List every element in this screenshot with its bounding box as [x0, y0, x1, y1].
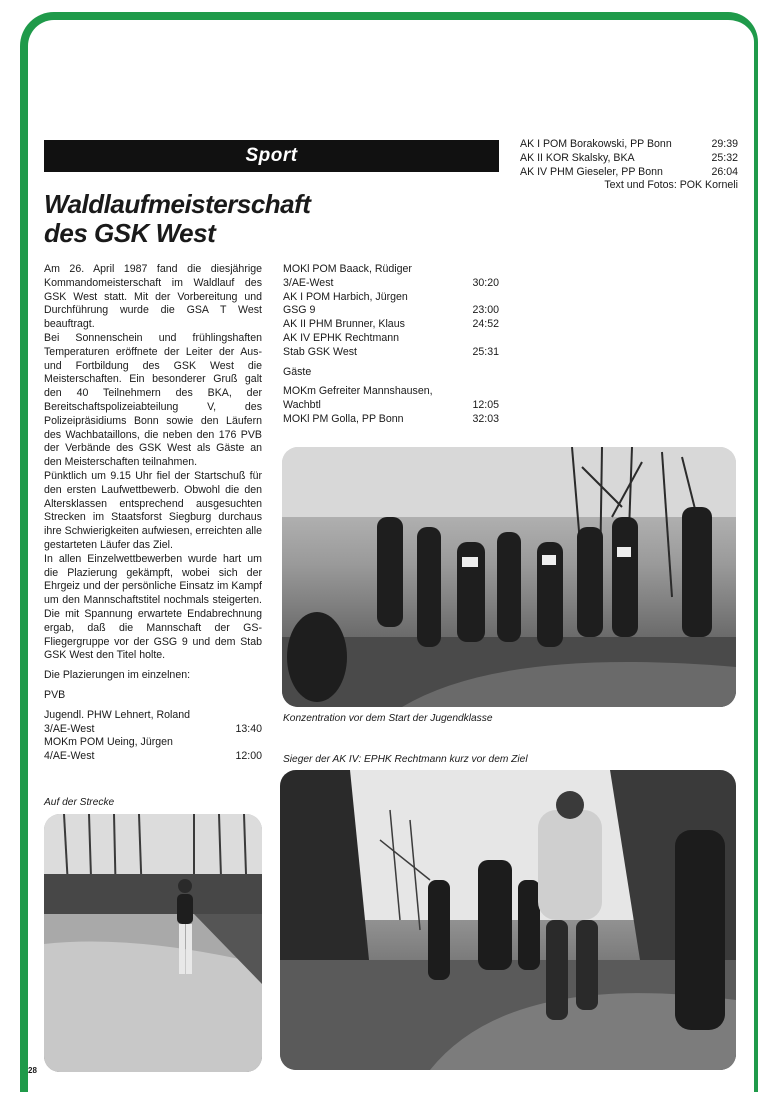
paragraph-3: Pünktlich um 9.15 Uhr fiel der Startschuß für den ersten Laufwettbewerb. Obwohl die den Altersklassen entsprechend ausgesuchten Strecken im Staatsforst Siegburg durchaus ihre Schwierigkeiten aufwiesen, erreichten alle gestarteten Läufer das Ziel. — [44, 469, 262, 551]
placings-intro: Die Plazierungen im einzelnen: — [44, 669, 191, 682]
result-name: AK II PHM Brunner, Klaus — [283, 318, 405, 331]
result-time: 26:04 — [711, 165, 738, 178]
result-entry — [283, 318, 499, 332]
photo-winner — [280, 770, 736, 1070]
article-column-1 — [44, 263, 262, 764]
result-entry — [283, 263, 499, 291]
headline-line-1: Waldlaufmeisterschaft — [44, 189, 311, 219]
result-entry — [44, 709, 262, 737]
result-time: 24:52 — [472, 318, 499, 331]
caption-start: Konzentration vor dem Start der Jugendklasse — [283, 713, 493, 724]
result-unit: 3/AE-West — [283, 276, 334, 289]
result-entry — [520, 152, 738, 166]
result-unit: GSG 9 — [283, 304, 316, 317]
result-name: Jugendl. PHW Lehnert, Roland — [44, 708, 191, 721]
paragraph-2: Bei Sonnenschein und frühlingshaften Temperaturen eröffnete der Leiter der Aus- und Fortbildung des GSK West die Meisterschaften. Ein besonderer Gruß galt den 40 Teilnehmern des BKA, der Bereitschaftspolizeiabteilung V, des Polizeipräsidiums Bonn sowie den Läufern des Wachbataillons, die neben den 176 PVB der Verbände des GSK West als Gäste an den Meisterschaften teilnahmen. — [44, 331, 262, 469]
result-entry — [283, 291, 499, 319]
result-name: MOKm Gefreiter Mannshausen, — [283, 385, 433, 398]
result-name: AK II KOR Skalsky, BKA — [520, 151, 635, 164]
result-unit: Stab GSK West — [283, 345, 357, 358]
result-name: AK I POM Harbich, Jürgen — [283, 290, 408, 303]
result-unit: 3/AE-West — [44, 722, 95, 735]
photo-track — [44, 814, 262, 1072]
result-time: 30:20 — [472, 276, 499, 289]
caption-track: Auf der Strecke — [44, 797, 115, 808]
result-unit: Wachbtl — [283, 399, 321, 412]
result-name: AK IV PHM Gieseler, PP Bonn — [520, 165, 663, 178]
result-entry — [283, 332, 499, 360]
result-time: 12:00 — [235, 750, 262, 763]
result-time: 12:05 — [472, 399, 499, 412]
result-name: MOKl PM Golla, PP Bonn — [283, 412, 404, 425]
result-time: 25:31 — [472, 345, 499, 358]
result-entry — [283, 385, 499, 413]
result-entry — [520, 166, 738, 180]
results-top-right — [520, 138, 738, 193]
result-time: 13:40 — [235, 722, 262, 735]
result-time: 23:00 — [472, 304, 499, 317]
headline-line-2: des GSK West — [44, 218, 216, 248]
pvb-heading: PVB — [44, 688, 66, 701]
result-entry — [520, 138, 738, 152]
result-time: 32:03 — [472, 412, 499, 425]
caption-winner: Sieger der AK IV: EPHK Rechtmann kurz vor dem Ziel — [283, 754, 528, 765]
result-name: MOKm POM Ueing, Jürgen — [44, 736, 173, 749]
result-entry — [44, 736, 262, 764]
result-name: MOKl POM Baack, Rüdiger — [283, 263, 412, 275]
article-headline — [44, 190, 464, 248]
paragraph-1: Am 26. April 1987 fand die diesjährige Kommandomeisterschaft im Waldlauf des GSK West statt. Mit der Vorbereitung und Durchführung wurde die GSA T West beauftragt. — [44, 263, 262, 331]
result-time: 29:39 — [711, 138, 738, 150]
photo-credit: Text und Fotos: POK Korneli — [604, 179, 738, 192]
result-name: AK IV EPHK Rechtmann — [283, 331, 399, 344]
guests-heading: Gäste — [283, 365, 312, 378]
result-entry — [283, 413, 499, 427]
results-column-2 — [283, 263, 499, 427]
result-unit: 4/AE-West — [44, 750, 95, 763]
result-time: 25:32 — [711, 151, 738, 164]
photo-start-group — [282, 447, 736, 707]
result-name: AK I POM Borakowski, PP Bonn — [520, 138, 672, 150]
paragraph-4: In allen Einzelwettbewerben wurde hart um die Plazierung gekämpft, wobei sich der Ehrgeiz und der persönliche Einsatz im Kampf um den Mannschaftstitel nochmals steigerten. Die mit Spannung erwartete Endabrechnung ergab, daß die Mannschaft der GS-Fliegergruppe vor der GSG 9 und dem Stab GSK West den Titel holte. — [44, 552, 262, 662]
section-header: Sport — [44, 140, 499, 172]
page-number: 28 — [28, 1066, 37, 1075]
